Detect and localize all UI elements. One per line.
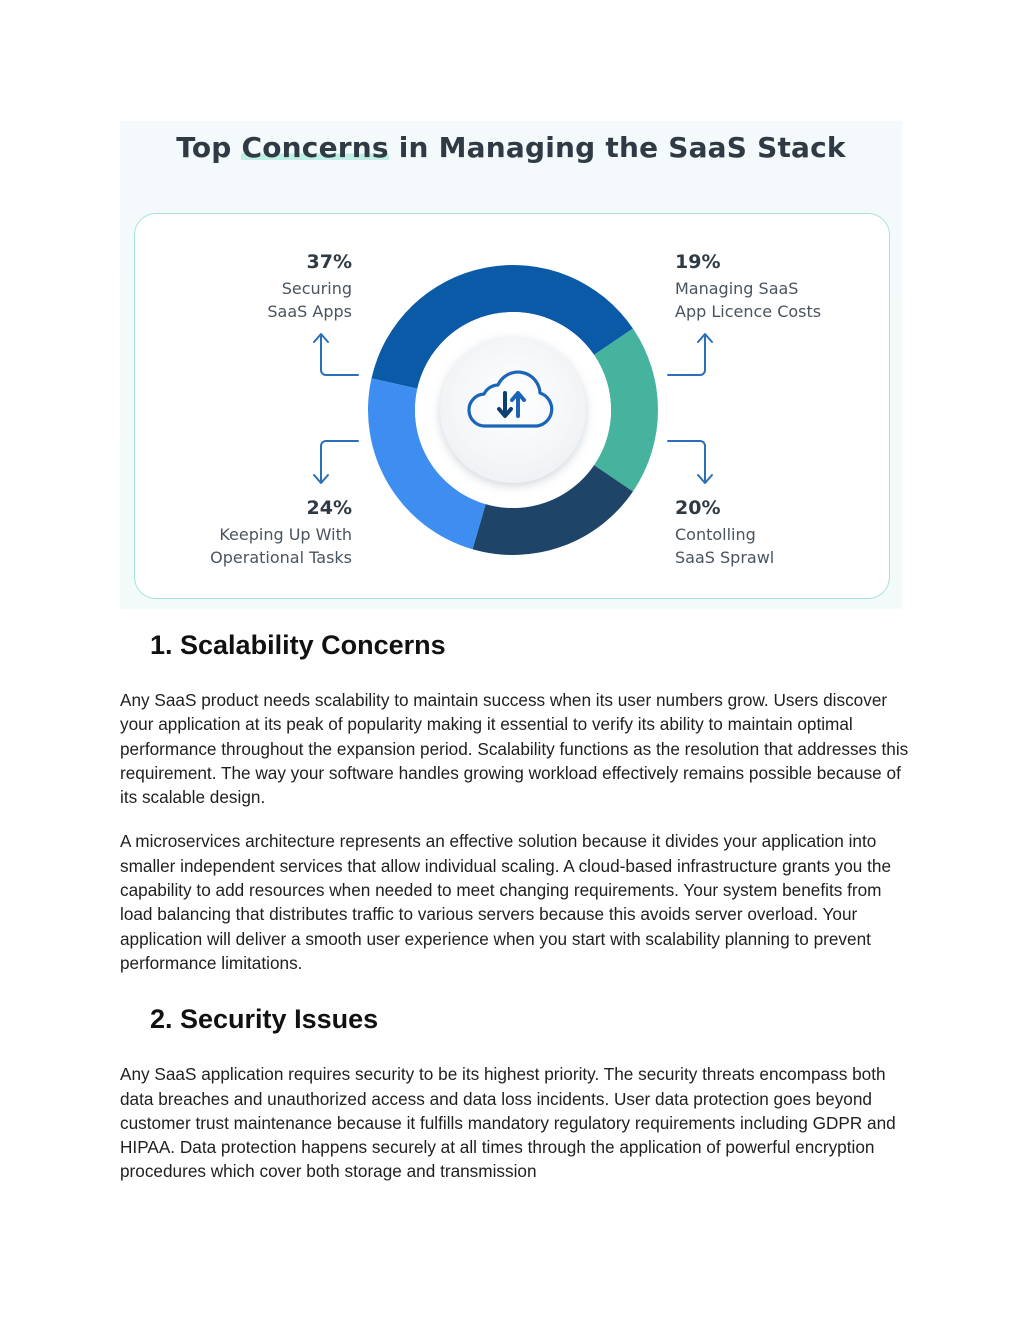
stat-controlling-sprawl: [675, 497, 774, 569]
stat-managing-licence-costs: [675, 251, 821, 323]
donut-chart: [368, 265, 658, 555]
stat-label-line2: SaaS Apps: [267, 302, 352, 321]
stat-percent: 37%: [306, 251, 352, 273]
stat-label-line1: Managing SaaS: [675, 279, 799, 298]
stat-operational-tasks: [210, 497, 352, 569]
paragraph: Any SaaS application requires security to be its highest priority. The security threats encompass both data breaches and unauthorized access and data loss incidents. User data protection goes beyond customer trust maintenance because it fulfills mandatory regulatory requirements including GDPR and HIPAA. Data protection happens securely at all times through the application of powerful encryption procedures which cover both storage and transmission: [120, 1064, 896, 1182]
section-heading-scalability: 1. Scalability Concerns: [150, 630, 446, 660]
infographic-title: Top Concerns in Managing the SaaS Stack: [176, 131, 846, 164]
stat-label-line1: Keeping Up With: [219, 525, 352, 544]
arrow-up-left-icon: [310, 330, 362, 380]
stat-label-line1: Securing: [281, 279, 352, 298]
article-body: [120, 630, 910, 1184]
title-highlight: Concerns: [241, 131, 389, 164]
stat-label-line2: SaaS Sprawl: [675, 548, 775, 567]
stat-label-line2: Operational Tasks: [210, 548, 352, 567]
section-heading-security: 2. Security Issues: [150, 1004, 379, 1035]
stat-securing-saas-apps: [267, 251, 352, 323]
stat-percent: 24%: [306, 497, 352, 519]
paragraph: Any SaaS product needs scalability to maintain success when its user numbers grow. Users discover your application at its peak of popularity making it essential to verify its ability to maintain optimal performance throughout the expansion period. Scalability functions as the resolution that addresses this requirement. The way your software handles growing workload effectively remains possible because of its scalable design.: [120, 690, 909, 808]
stat-percent: 19%: [675, 251, 721, 273]
arrow-down-right-icon: [664, 437, 716, 487]
arrow-up-right-icon: [664, 330, 716, 380]
donut-center-disc: [440, 337, 586, 483]
paragraph: A microservices architecture represents an effective solution because it divides your application into smaller independent services that allow individual scaling. A cloud-based infrastructure grants you the capability to add resources when needed to meet changing requirements. Your system benefits from load balancing that distributes traffic to various servers because this avoids server overload. Your application will deliver a smooth user experience when you start with scalability planning to prevent performance limitations.: [120, 831, 892, 973]
arrow-down-left-icon: [310, 437, 362, 487]
stat-label-line1: Contolling: [675, 525, 756, 544]
stat-label-line2: App Licence Costs: [675, 302, 822, 321]
stat-percent: 20%: [675, 497, 721, 519]
